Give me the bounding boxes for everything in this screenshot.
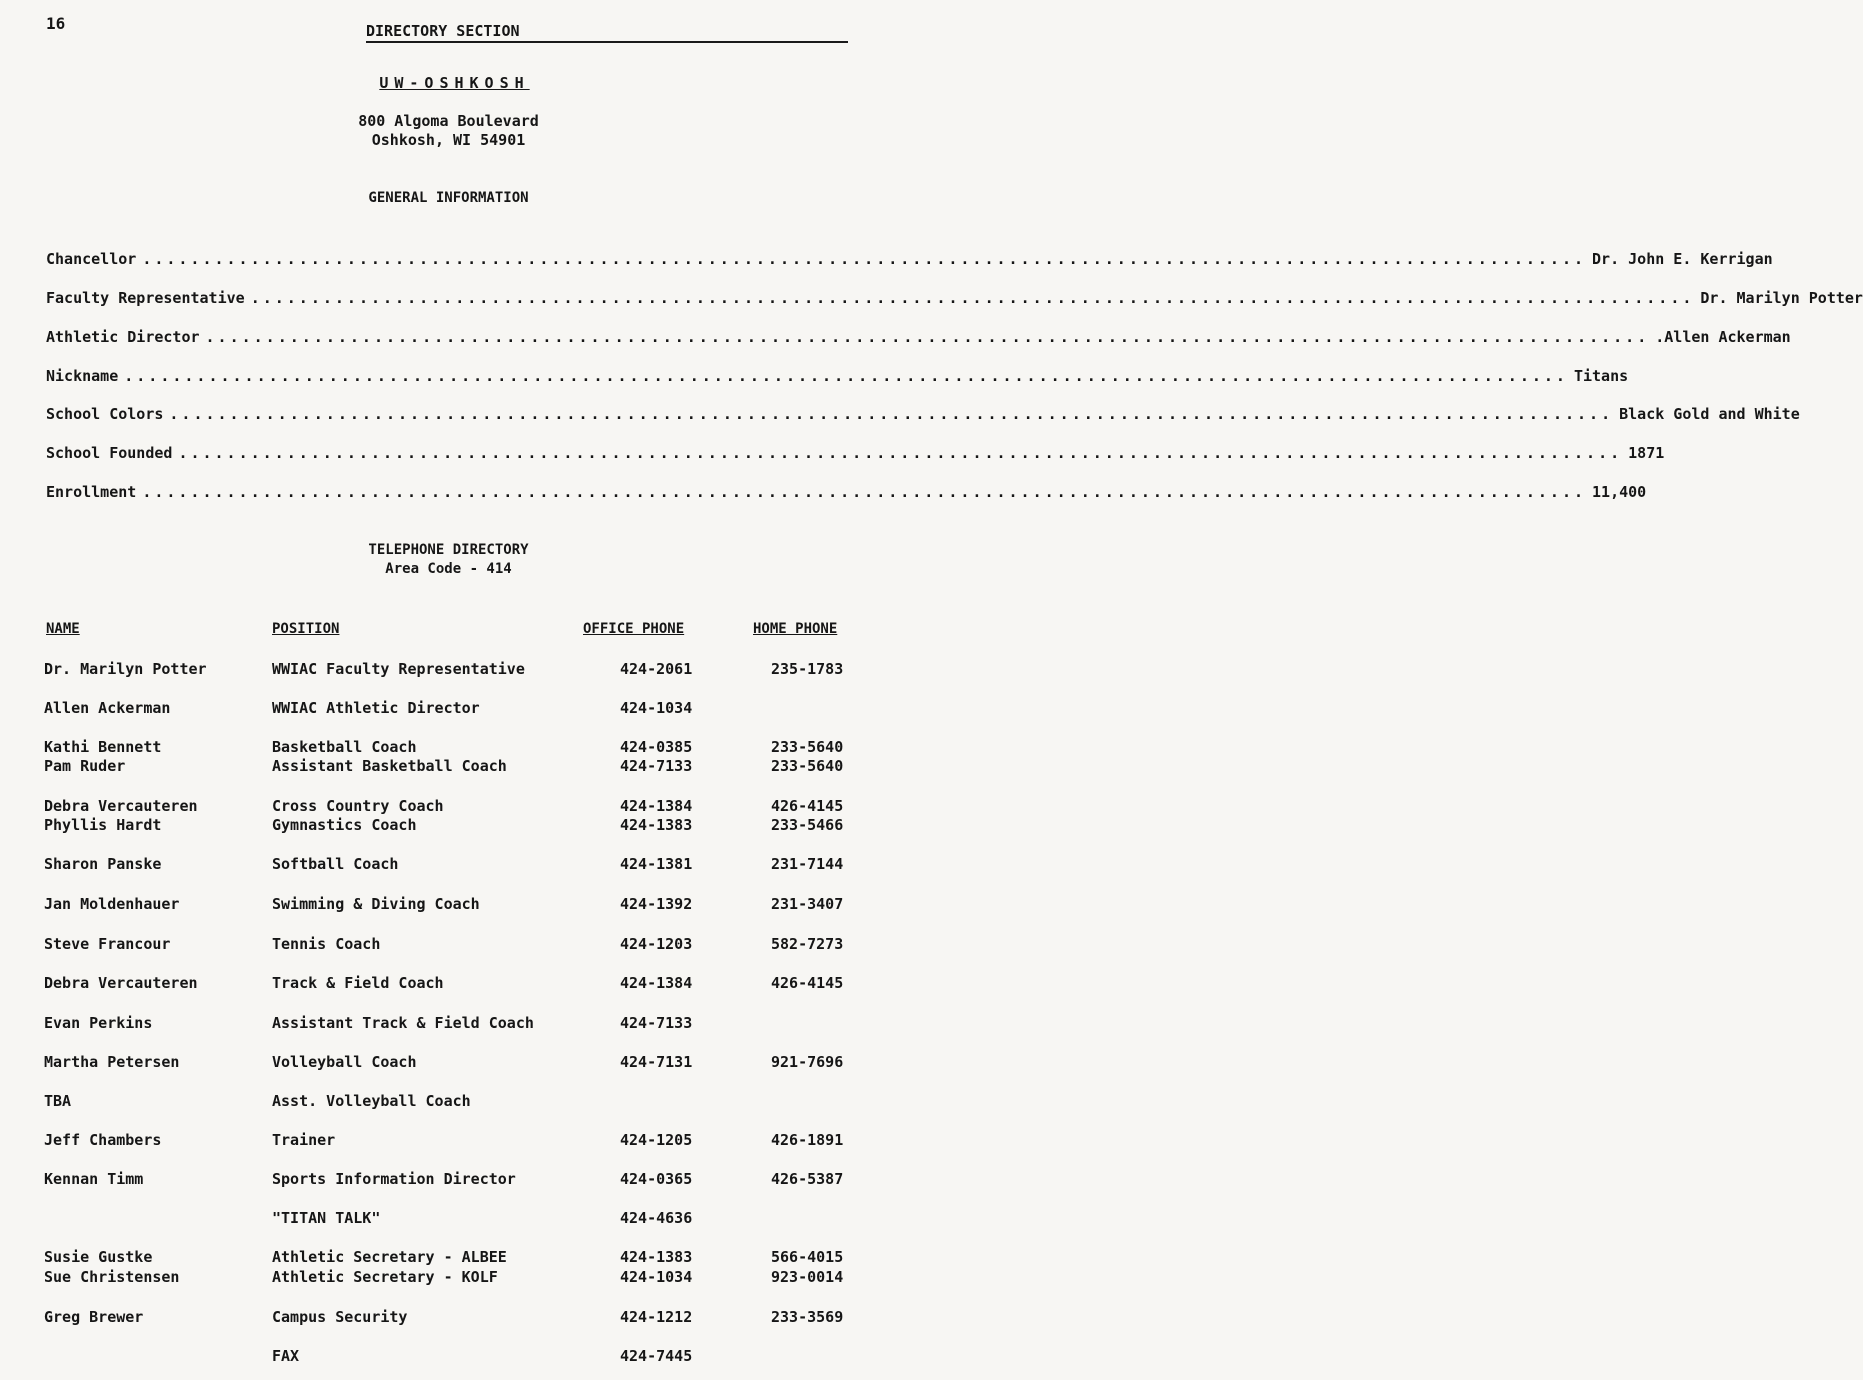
info-value: 11,400 — [1592, 483, 1647, 501]
home-phone-cell: 582-7273 — [771, 935, 844, 953]
office-phone-cell: 424-1384 — [620, 974, 693, 992]
home-phone-cell: 921-7696 — [771, 1053, 844, 1071]
name-cell: Martha Petersen — [44, 1053, 180, 1071]
office-phone-cell: 424-0365 — [620, 1170, 693, 1188]
home-phone-cell: 231-7144 — [771, 855, 844, 873]
position-cell: Softball Coach — [272, 855, 399, 873]
position-cell: Assistant Track & Field Coach — [272, 1014, 534, 1032]
info-label: School Colors — [46, 405, 164, 423]
name-cell: Greg Brewer — [44, 1308, 144, 1326]
office-phone-cell: 424-1212 — [620, 1308, 693, 1326]
info-label: Chancellor — [46, 250, 137, 268]
dot-leader: ........................................................................................................................ — [178, 444, 1623, 462]
info-value: Titans — [1573, 367, 1629, 385]
name-cell: Kennan Timm — [44, 1170, 144, 1188]
position-cell: Athletic Secretary - KOLF — [272, 1268, 498, 1286]
office-phone-cell: 424-1034 — [620, 699, 693, 717]
home-phone-cell: 231-3407 — [771, 895, 844, 913]
position-cell: Tennis Coach — [272, 935, 381, 953]
column-header-office-phone: OFFICE PHONE — [583, 621, 685, 637]
column-header-name: NAME — [46, 621, 80, 637]
dot-leader: ........................................................................................................................ — [142, 250, 1587, 268]
info-value: 1871 — [1628, 444, 1665, 462]
dot-leader: ........................................................................................................................ — [124, 367, 1568, 385]
position-cell: Cross Country Coach — [272, 797, 444, 815]
position-cell: Assistant Basketball Coach — [272, 757, 507, 775]
column-header-position: POSITION — [272, 621, 340, 637]
office-phone-cell: 424-1383 — [620, 816, 693, 834]
name-cell: Dr. Marilyn Potter — [44, 660, 207, 678]
position-cell: Volleyball Coach — [272, 1053, 417, 1071]
office-phone-cell: 424-0385 — [620, 738, 693, 756]
info-row-nickname — [46, 367, 1629, 387]
home-phone-cell: 566-4015 — [771, 1248, 844, 1266]
position-cell: Basketball Coach — [272, 738, 417, 756]
office-phone-cell: 424-7445 — [620, 1347, 693, 1365]
position-cell: Track & Field Coach — [272, 974, 444, 992]
position-cell: WWIAC Athletic Director — [272, 699, 480, 717]
position-cell: WWIAC Faculty Representative — [272, 660, 525, 678]
name-cell: Debra Vercauteren — [44, 974, 198, 992]
section-title: DIRECTORY SECTION — [366, 22, 520, 40]
office-phone-cell: 424-1381 — [620, 855, 693, 873]
position-cell: "TITAN TALK" — [272, 1209, 381, 1227]
home-phone-cell: 923-0014 — [771, 1268, 844, 1286]
info-value: .Allen Ackerman — [1655, 328, 1791, 346]
name-cell: Allen Ackerman — [44, 699, 171, 717]
position-cell: Trainer — [272, 1131, 336, 1149]
name-cell: Susie Gustke — [44, 1248, 153, 1266]
office-phone-cell: 424-1383 — [620, 1248, 693, 1266]
info-row-enrollment — [46, 483, 1647, 503]
info-label: School Founded — [46, 444, 173, 462]
name-cell: Pam Ruder — [44, 757, 126, 775]
name-cell: Sue Christensen — [44, 1268, 180, 1286]
position-cell: Athletic Secretary - ALBEE — [272, 1248, 507, 1266]
office-phone-cell: 424-7133 — [620, 757, 693, 775]
position-cell: Swimming & Diving Coach — [272, 895, 480, 913]
info-value: Dr. Marilyn Potter — [1700, 289, 1863, 307]
info-row-school-colors — [46, 405, 1800, 425]
info-label: Nickname — [46, 367, 119, 385]
position-cell: FAX — [272, 1347, 300, 1365]
info-row-school-founded — [46, 444, 1665, 464]
office-phone-cell: 424-1392 — [620, 895, 693, 913]
home-phone-cell: 233-5466 — [771, 816, 844, 834]
name-cell: Kathi Bennett — [44, 738, 162, 756]
address-line-2: Oshkosh, WI 54901 — [371, 131, 526, 149]
home-phone-cell: 233-3569 — [771, 1308, 844, 1326]
home-phone-cell: 235-1783 — [771, 660, 844, 678]
home-phone-cell: 426-4145 — [771, 974, 844, 992]
office-phone-cell: 424-1205 — [620, 1131, 693, 1149]
office-phone-cell: 424-1203 — [620, 935, 693, 953]
info-label: Athletic Director — [46, 328, 200, 346]
school-name: UW-OSHKOSH — [379, 74, 530, 92]
dot-leader: ........................................................................................................................ — [250, 289, 1695, 307]
office-phone-cell: 424-4636 — [620, 1209, 693, 1227]
home-phone-cell: 233-5640 — [771, 757, 844, 775]
position-cell: Asst. Volleyball Coach — [272, 1092, 471, 1110]
home-phone-cell: 426-1891 — [771, 1131, 844, 1149]
name-cell: Jan Moldenhauer — [44, 895, 180, 913]
name-cell: Jeff Chambers — [44, 1131, 162, 1149]
general-info-title: GENERAL INFORMATION — [368, 190, 529, 206]
name-cell: TBA — [44, 1092, 72, 1110]
office-phone-cell: 424-1034 — [620, 1268, 693, 1286]
office-phone-cell: 424-2061 — [620, 660, 693, 678]
info-row-chancellor — [46, 250, 1773, 270]
position-cell: Sports Information Director — [272, 1170, 516, 1188]
name-cell: Evan Perkins — [44, 1014, 153, 1032]
office-phone-cell: 424-7131 — [620, 1053, 693, 1071]
name-cell: Sharon Panske — [44, 855, 162, 873]
dot-leader: ........................................................................................................................ — [205, 328, 1650, 346]
column-header-home-phone: HOME PHONE — [753, 621, 838, 637]
position-cell: Gymnastics Coach — [272, 816, 417, 834]
info-row-athletic-director — [46, 328, 1791, 348]
dot-leader: ........................................................................................................................ — [169, 405, 1614, 423]
home-phone-cell: 233-5640 — [771, 738, 844, 756]
name-cell: Phyllis Hardt — [44, 816, 162, 834]
info-row-faculty-representative — [46, 289, 1863, 309]
office-phone-cell: 424-7133 — [620, 1014, 693, 1032]
name-cell: Debra Vercauteren — [44, 797, 198, 815]
area-code: Area Code - 414 — [385, 561, 512, 577]
info-value: Black Gold and White — [1619, 405, 1800, 423]
info-label: Enrollment — [46, 483, 137, 501]
home-phone-cell: 426-5387 — [771, 1170, 844, 1188]
address-line-1: 800 Algoma Boulevard — [358, 112, 539, 130]
office-phone-cell: 424-1384 — [620, 797, 693, 815]
position-cell: Campus Security — [272, 1308, 408, 1326]
home-phone-cell: 426-4145 — [771, 797, 844, 815]
info-label: Faculty Representative — [46, 289, 245, 307]
header-rule — [366, 41, 848, 43]
page-number: 16 — [46, 14, 66, 33]
info-value: Dr. John E. Kerrigan — [1592, 250, 1773, 268]
name-cell: Steve Francour — [44, 935, 171, 953]
dot-leader: ........................................................................................................................ — [142, 483, 1587, 501]
telephone-directory-title: TELEPHONE DIRECTORY — [368, 542, 529, 558]
